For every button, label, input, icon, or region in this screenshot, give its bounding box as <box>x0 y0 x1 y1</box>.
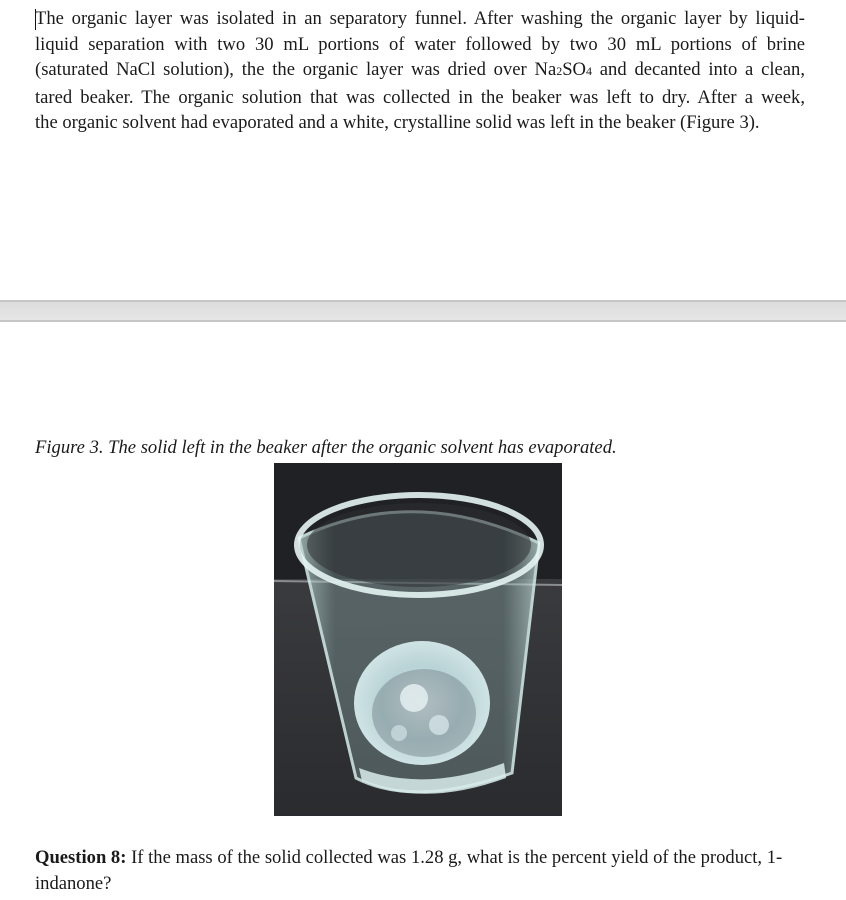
paragraph-line <box>35 57 805 85</box>
beaker-illustration <box>274 463 562 816</box>
formula-part: SO <box>562 59 586 81</box>
question-text: If the mass of the solid collected was 1.28 g, what is the percent yield of the product, 1-indanone? <box>35 847 783 894</box>
beaker-photo <box>274 463 562 816</box>
formula-subscript: 4 <box>586 64 592 79</box>
paragraph-line: tared beaker. The organic solution that was collected in the beaker was left to dry. After a week, <box>35 86 805 108</box>
question-label: Question 8: <box>35 847 127 868</box>
chemical-formula <box>535 59 592 80</box>
formula-part: Na <box>534 59 557 81</box>
procedure-paragraph <box>35 6 805 136</box>
figure-caption: Figure 3. The solid left in the beaker after the organic solvent has evaporated. <box>35 437 617 458</box>
formula-subscript: 2 <box>556 64 563 79</box>
paragraph-text: (saturated NaCl solution), the the organic layer was dried over <box>35 59 535 81</box>
paragraph-line: liquid separation with two 30 mL portions of water followed by two 30 mL portions of brine <box>35 33 805 55</box>
paragraph-line: the organic solvent had evaporated and a white, crystalline solid was left in the beaker (Figure 3). <box>35 112 760 134</box>
paragraph-line: The organic layer was isolated in an separatory funnel. After washing the organic layer by liquid- <box>35 8 805 29</box>
page-break-divider <box>0 300 846 322</box>
question-8 <box>35 845 815 897</box>
paragraph-text: and decanted into a clean, <box>592 59 805 81</box>
